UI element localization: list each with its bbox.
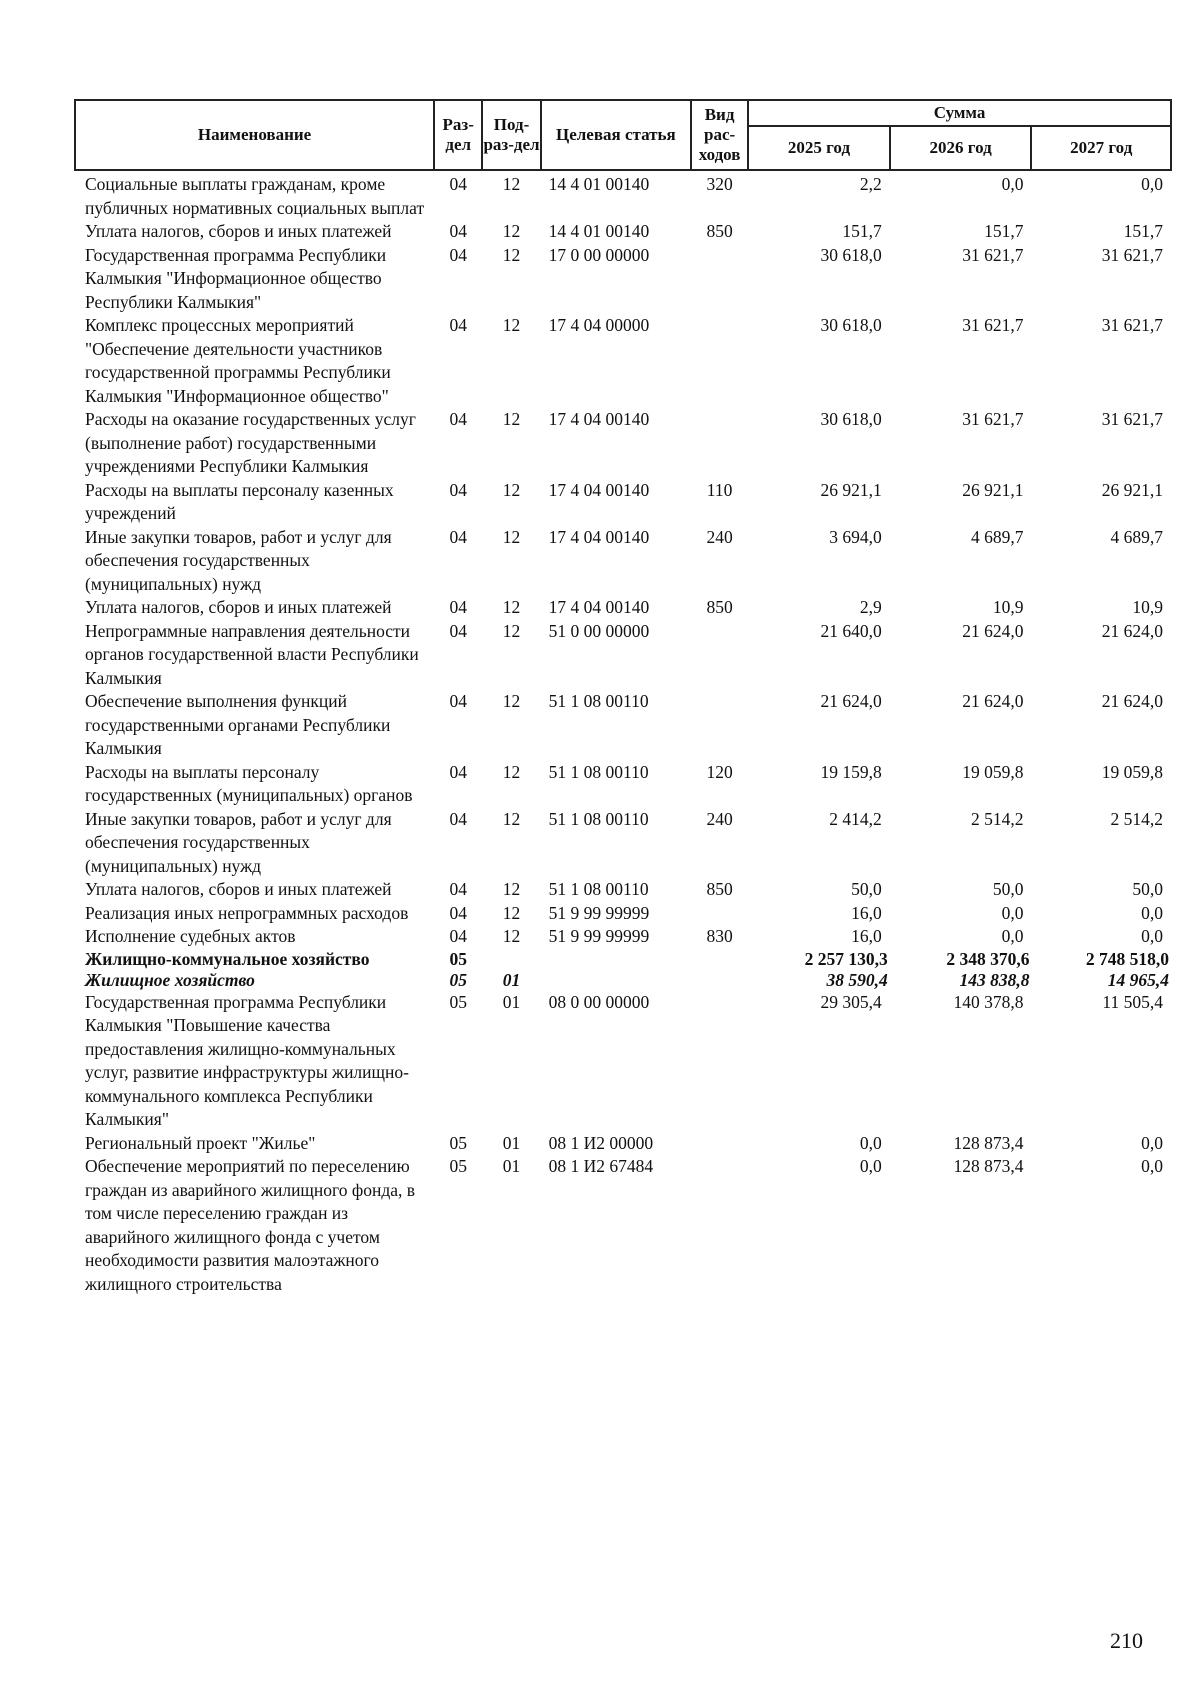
header-celevaya: Целевая статья [541,100,691,170]
row-celevaya: 08 1 И2 00000 [548,1132,654,1153]
row-vid: 850 [706,221,733,241]
row-name: Государственная программа Республики Калмыкия "Информационное общество Республики Калмыкия" [85,244,387,312]
row-vid [691,902,748,926]
row-celevaya: 51 1 08 00110 [548,761,649,782]
row-sum-2027: 151,7 [1123,221,1163,241]
table-row [75,878,1171,902]
row-sum-2026: 143 838,8 [959,969,1030,990]
table-row [75,970,1171,991]
row-razdel: 04 [449,244,467,265]
row-podrazdel: 01 [502,1156,521,1176]
row-celevaya: 51 9 99 99999 [548,902,650,923]
row-sum-2027: 31 621,7 [1101,315,1163,335]
row-vid: 110 [706,479,733,500]
row-sum-2026: 2 514,2 [970,808,1024,829]
table-row [75,808,1171,879]
row-razdel: 05 [449,991,467,1012]
table-body [75,170,1171,1296]
row-sum-2025: 30 618,0 [820,315,882,335]
row-podrazdel: 12 [502,315,521,335]
row-sum-2026: 26 921,1 [962,479,1024,500]
row-vid: 240 [706,808,733,829]
row-sum-2026: 0,0 [1001,926,1024,946]
row-name: Иные закупки товаров, работ и услуг для обеспечения государственных (муниципальных) нужд [85,808,392,876]
row-sum-2025: 30 618,0 [820,409,882,429]
row-sum-2027: 21 624,0 [1101,691,1163,711]
row-sum-2027: 10,9 [1132,597,1163,617]
row-sum-2025: 19 159,8 [820,761,882,782]
row-sum-2025: 21 640,0 [820,620,882,641]
row-podrazdel: 01 [502,969,521,990]
row-sum-2025: 2 257 130,3 [804,948,888,969]
row-sum-2027: 21 624,0 [1101,620,1163,641]
row-podrazdel: 01 [502,991,521,1012]
row-sum-2025: 29 305,4 [820,991,882,1012]
row-name: Обеспечение выполнения функций государственными органами Республики Калмыкия [85,691,391,758]
row-name: Жилищное хозяйство [85,969,255,990]
row-celevaya: 51 1 08 00110 [548,691,649,711]
row-sum-2027: 26 921,1 [1101,479,1163,500]
row-sum-2025: 151,7 [842,221,882,241]
table-row [75,620,1171,691]
table-row [75,408,1171,479]
row-sum-2025: 0,0 [859,1156,882,1176]
row-celevaya: 17 4 04 00140 [548,409,650,429]
page-number: 210 [1110,1628,1143,1653]
table-row [75,902,1171,926]
row-sum-2027: 0,0 [1141,926,1163,946]
row-podrazdel: 12 [502,808,521,829]
row-vid [691,314,748,408]
row-razdel: 04 [449,926,467,946]
header-name: Наименование [75,100,434,170]
table-row [75,949,1171,970]
row-razdel: 05 [449,1132,467,1153]
header-2027: 2027 год [1031,126,1171,170]
table-row [75,1155,1171,1296]
row-sum-2027: 19 059,8 [1101,761,1163,782]
table-row [75,690,1171,761]
row-vid [691,1155,748,1296]
row-celevaya: 17 4 04 00000 [548,315,650,335]
row-sum-2025: 38 590,4 [826,969,888,990]
row-sum-2026: 21 624,0 [962,691,1024,711]
row-sum-2025: 3 694,0 [829,526,882,547]
row-name: Уплата налогов, сборов и иных платежей [85,597,392,617]
row-vid [691,949,748,970]
table-row [75,991,1171,1132]
row-vid: 120 [706,761,733,782]
row-sum-2026: 31 621,7 [962,315,1024,335]
row-celevaya [541,949,691,970]
row-vid [691,970,748,991]
table-row [75,314,1171,408]
row-sum-2027: 0,0 [1141,174,1163,194]
row-celevaya: 51 9 99 99999 [548,926,650,946]
row-name: Непрограммные направления деятельности органов государственной власти Республики Калмыкия [85,620,419,688]
row-sum-2027: 4 689,7 [1110,526,1163,547]
row-sum-2026: 31 621,7 [962,244,1024,265]
row-vid [691,1132,748,1156]
row-celevaya: 17 4 04 00140 [548,526,650,547]
row-razdel: 04 [449,221,467,241]
row-sum-2026: 151,7 [984,221,1024,241]
row-sum-2025: 16,0 [851,926,882,946]
row-podrazdel: 12 [502,902,521,923]
row-celevaya: 51 0 00 00000 [548,620,650,641]
row-razdel: 04 [449,315,467,335]
row-sum-2027: 31 621,7 [1101,409,1163,429]
row-sum-2027: 31 621,7 [1101,244,1163,265]
header-vid: Вид рас-ходов [691,100,748,170]
table-row [75,170,1171,220]
row-celevaya: 51 1 08 00110 [548,879,649,899]
row-celevaya: 14 4 01 00140 [548,221,650,241]
row-vid [691,991,748,1132]
row-sum-2027: 0,0 [1141,1132,1163,1153]
row-sum-2027: 2 748 518,0 [1085,948,1169,969]
row-sum-2027: 0,0 [1141,902,1163,923]
row-name: Иные закупки товаров, работ и услуг для обеспечения государственных (муниципальных) нужд [85,526,392,594]
row-sum-2025: 2,9 [859,597,882,617]
header-podrazdel: Под-раз-дел [482,100,540,170]
row-sum-2025: 2,2 [859,174,882,194]
header-razdel: Раз-дел [434,100,482,170]
row-sum-2026: 140 378,8 [953,991,1024,1012]
row-podrazdel: 01 [502,1132,521,1153]
row-razdel: 05 [449,948,467,969]
row-vid [691,620,748,691]
row-podrazdel: 12 [502,620,521,641]
row-sum-2025: 30 618,0 [820,244,882,265]
row-podrazdel: 12 [502,174,521,194]
row-sum-2026: 21 624,0 [962,620,1024,641]
table-row [75,220,1171,244]
row-sum-2026: 19 059,8 [962,761,1024,782]
row-sum-2025: 50,0 [851,879,882,899]
row-podrazdel: 12 [502,221,521,241]
row-name: Уплата налогов, сборов и иных платежей [85,221,392,241]
row-sum-2027: 0,0 [1141,1156,1163,1176]
table-row [75,1132,1171,1156]
row-name: Расходы на выплаты персоналу казенных учреждений [85,479,394,523]
row-sum-2025: 21 624,0 [820,691,882,711]
row-sum-2026: 128 873,4 [953,1156,1024,1176]
row-vid [691,408,748,479]
row-celevaya: 08 0 00 00000 [548,991,650,1012]
row-vid: 850 [706,597,733,617]
row-razdel: 04 [449,902,467,923]
row-celevaya: 17 0 00 00000 [548,244,650,265]
row-sum-2026: 128 873,4 [953,1132,1024,1153]
row-sum-2026: 50,0 [992,879,1024,899]
row-name: Уплата налогов, сборов и иных платежей [85,879,392,899]
row-razdel: 04 [449,597,467,617]
table-row [75,925,1171,949]
row-razdel: 04 [449,761,467,782]
row-sum-2027: 14 965,4 [1107,969,1169,990]
row-podrazdel: 12 [502,244,521,265]
row-celevaya: 08 1 И2 67484 [548,1156,654,1176]
row-name: Исполнение судебных актов [85,926,296,946]
row-podrazdel: 12 [502,926,521,946]
row-sum-2027: 50,0 [1132,879,1163,899]
row-sum-2026: 31 621,7 [962,409,1024,429]
row-sum-2026: 0,0 [1001,902,1024,923]
row-name: Комплекс процессных мероприятий "Обеспечение деятельности участников государственной программы Республики Калмыкия "Информационное общество" [85,315,391,406]
table-row [75,479,1171,526]
row-razdel: 04 [449,409,467,429]
budget-table [74,99,1172,1296]
row-razdel: 04 [449,620,467,641]
row-razdel: 04 [449,691,467,711]
row-razdel: 04 [449,174,467,194]
row-name: Реализация иных непрограммных расходов [85,902,409,923]
row-razdel: 05 [449,1156,467,1176]
row-razdel: 05 [449,969,467,990]
header-2025: 2025 год [748,126,890,170]
row-razdel: 04 [449,879,467,899]
row-sum-2025: 16,0 [851,902,882,923]
row-name: Расходы на выплаты персоналу государственных (муниципальных) органов [85,761,413,805]
row-sum-2027: 2 514,2 [1110,808,1163,829]
row-sum-2025: 0,0 [859,1132,882,1153]
header-summa: Сумма [748,100,1171,126]
row-podrazdel: 12 [502,409,521,429]
table-row [75,526,1171,597]
row-sum-2026: 4 689,7 [970,526,1024,547]
header-2026: 2026 год [890,126,1032,170]
row-sum-2026: 10,9 [992,597,1024,617]
row-razdel: 04 [449,526,467,547]
table-row [75,596,1171,620]
row-sum-2025: 26 921,1 [820,479,882,500]
row-vid: 240 [706,526,733,547]
row-vid [691,690,748,761]
row-name: Региональный проект "Жилье" [85,1132,316,1153]
row-razdel: 04 [449,479,467,500]
row-name: Социальные выплаты гражданам, кроме публичных нормативных социальных выплат [85,174,425,218]
table-header [75,100,1171,170]
row-podrazdel: 12 [502,761,521,782]
row-vid: 850 [706,879,733,899]
row-celevaya: 14 4 01 00140 [548,174,650,194]
row-celevaya: 51 1 08 00110 [548,808,649,829]
table-row [75,761,1171,808]
row-name: Жилищно-коммунальное хозяйство [85,948,370,969]
row-podrazdel: 12 [502,691,521,711]
row-celevaya: 17 4 04 00140 [548,597,650,617]
row-celevaya [541,970,691,991]
row-celevaya: 17 4 04 00140 [548,479,650,500]
table-row [75,244,1171,315]
row-podrazdel: 12 [502,597,521,617]
row-name: Обеспечение мероприятий по переселению граждан из аварийного жилищного фонда, в том числе переселению граждан из аварийного жилищного фонда с учетом необходимости развития малоэтажного жилищного строительства [85,1156,416,1294]
row-sum-2026: 2 348 370,6 [946,948,1030,969]
row-sum-2026: 0,0 [1001,174,1024,194]
row-vid: 830 [706,926,733,946]
row-sum-2027: 11 505,4 [1102,991,1163,1012]
row-razdel: 04 [449,808,467,829]
row-podrazdel: 12 [502,879,521,899]
row-podrazdel: 12 [502,479,521,500]
row-vid [691,244,748,315]
row-vid: 320 [706,174,733,194]
row-podrazdel: 12 [502,526,521,547]
row-sum-2025: 2 414,2 [829,808,882,829]
row-podrazdel [482,949,540,970]
row-name: Расходы на оказание государственных услуг (выполнение работ) государственными учреждениями Республики Калмыкия [85,409,416,476]
row-name: Государственная программа Республики Калмыкия "Повышение качества предоставления жилищно-коммунальных услуг, развитие инфраструктуры жилищно-коммунального комплекса Республики Калмыкия" [85,991,409,1129]
